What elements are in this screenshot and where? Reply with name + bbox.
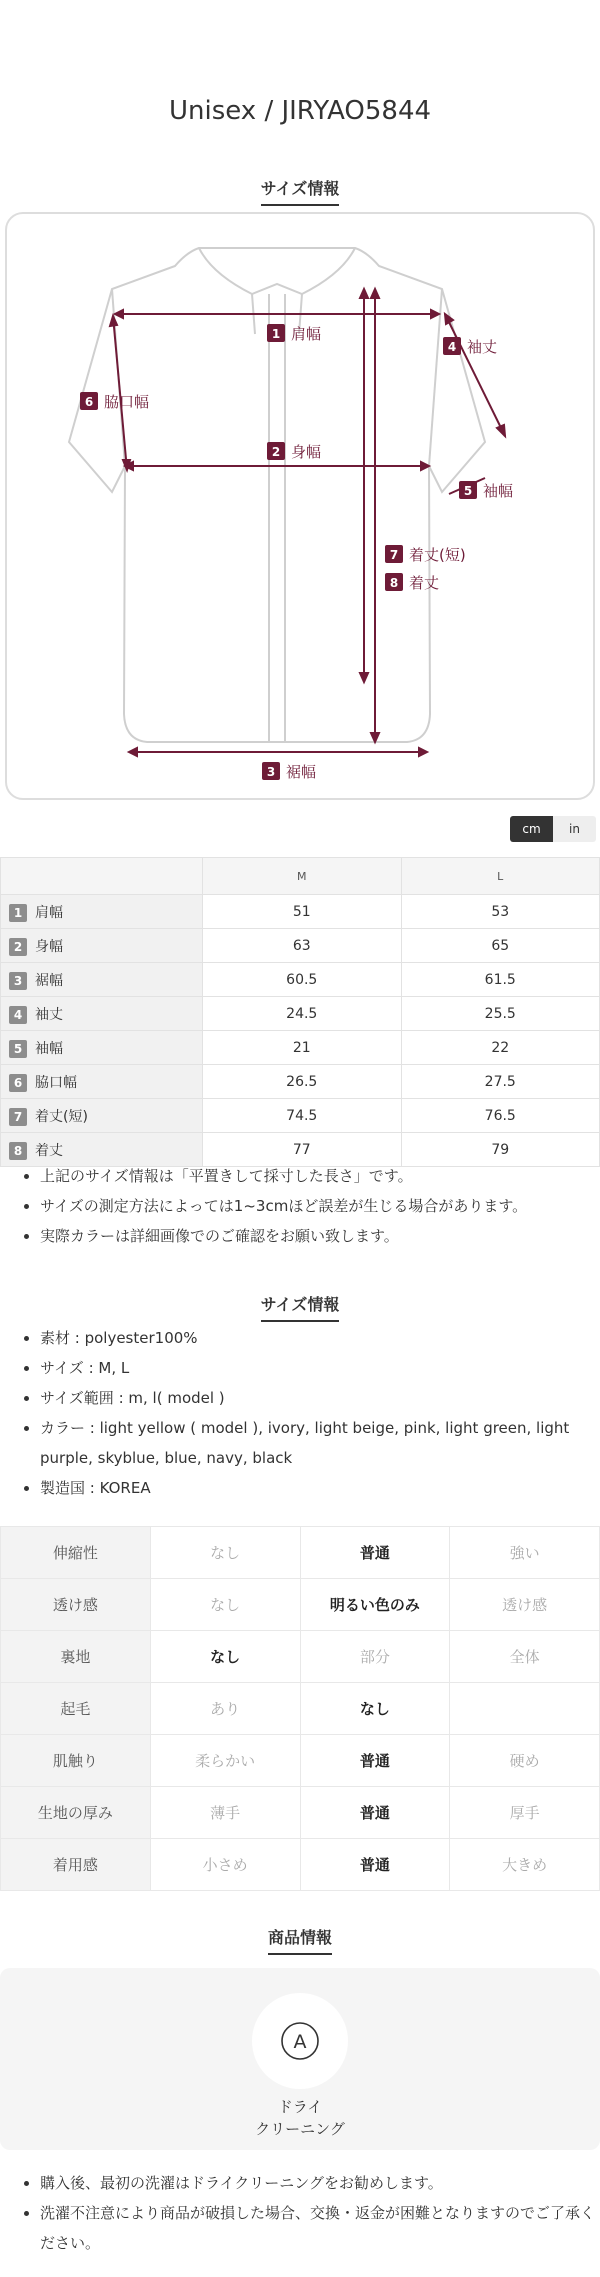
size-value-cell: 51	[203, 895, 402, 929]
size-table-row	[1, 1065, 600, 1099]
svg-text:2: 2	[271, 445, 281, 459]
size-value-cell: 53	[401, 895, 600, 929]
care-icon-circle	[252, 1993, 348, 2089]
row-number-badge: 6	[9, 1074, 27, 1092]
fabric-option: 柔らかい	[150, 1735, 300, 1787]
row-number-badge: 8	[9, 1142, 27, 1160]
spec-item: • 製造国 : KOREA	[40, 1473, 600, 1503]
size-row-label	[1, 997, 203, 1031]
shirt-outline	[69, 248, 485, 742]
size-table-row	[1, 1031, 600, 1065]
label-armhole	[80, 392, 149, 411]
size-value-cell: 74.5	[203, 1099, 402, 1133]
svg-text:脇口幅: 脇口幅	[104, 393, 150, 411]
care-notes	[0, 2168, 600, 2258]
spec-list	[0, 1323, 600, 1503]
fabric-option	[450, 1683, 600, 1735]
size-table-row	[1, 1099, 600, 1133]
spec-item: • カラー : light yellow ( model ), ivory, light beige, pink, light green, light purple, skyblue, blue, navy, black	[40, 1413, 600, 1473]
spec-item: • サイズ : M, L	[40, 1353, 600, 1383]
svg-text:肩幅: 肩幅	[291, 325, 322, 343]
fabric-option-selected: 普通	[300, 1527, 450, 1579]
fabric-option: 硬め	[450, 1735, 600, 1787]
svg-text:8: 8	[389, 576, 399, 590]
size-value-cell: 26.5	[203, 1065, 402, 1099]
size-table-row	[1, 997, 600, 1031]
fabric-row	[1, 1683, 600, 1735]
size-value-cell: 27.5	[401, 1065, 600, 1099]
svg-text:7: 7	[389, 548, 399, 562]
fabric-row	[1, 1839, 600, 1891]
dry-clean-icon	[252, 1993, 348, 2089]
note-item: • 実際カラーは詳細画像でのご確認をお願い致します。	[40, 1221, 600, 1251]
size-value-cell: 60.5	[203, 963, 402, 997]
size-table-row	[1, 895, 600, 929]
fabric-row	[1, 1579, 600, 1631]
size-row-label	[1, 1031, 203, 1065]
svg-text:6: 6	[84, 395, 94, 409]
svg-text:A: A	[293, 2031, 307, 2053]
row-number-badge: 4	[9, 1006, 27, 1024]
fabric-table	[0, 1526, 600, 1891]
svg-text:袖丈: 袖丈	[467, 338, 498, 356]
fabric-option-selected: 普通	[300, 1839, 450, 1891]
size-column-header: L	[401, 858, 600, 895]
care-note-item: • 洗濯不注意により商品が破損した場合、交換・返金が困難となりますのでご了承ください。	[40, 2198, 600, 2258]
fabric-option: 全体	[450, 1631, 600, 1683]
size-row-label	[1, 895, 203, 929]
fabric-option-selected: 明るい色のみ	[300, 1579, 450, 1631]
care-note-item: • 購入後、最初の洗濯はドライクリーニングをお勧めします。	[40, 2168, 600, 2198]
fabric-option: 薄手	[150, 1787, 300, 1839]
label-sleeve-width	[459, 481, 513, 500]
size-table	[0, 857, 600, 1167]
spec-heading: サイズ情報	[0, 1292, 600, 1322]
fabric-option-selected: 普通	[300, 1735, 450, 1787]
svg-text:着丈: 着丈	[409, 574, 440, 592]
size-value-cell: 61.5	[401, 963, 600, 997]
fabric-option-selected: 普通	[300, 1787, 450, 1839]
svg-text:4: 4	[447, 340, 457, 354]
size-row-label	[1, 1065, 203, 1099]
size-column-header: M	[203, 858, 402, 895]
size-table-header	[1, 858, 600, 895]
row-label-text: 裾幅	[35, 972, 63, 989]
product-info-heading: 商品情報	[0, 1925, 600, 1955]
size-value-cell: 21	[203, 1031, 402, 1065]
fabric-attribute-label: 生地の厚み	[1, 1787, 151, 1839]
size-table-row	[1, 963, 600, 997]
label-length-short	[385, 545, 466, 564]
size-value-cell: 63	[203, 929, 402, 963]
fabric-attribute-label: 伸縮性	[1, 1527, 151, 1579]
svg-text:5: 5	[463, 484, 473, 498]
diagram-labels	[80, 324, 513, 781]
svg-text:1: 1	[271, 327, 281, 341]
label-shoulder	[267, 324, 321, 343]
svg-text:裾幅: 裾幅	[286, 763, 317, 781]
size-notes	[0, 1161, 600, 1251]
svg-text:袖幅: 袖幅	[483, 482, 514, 500]
row-number-badge: 1	[9, 904, 27, 922]
size-value-cell: 24.5	[203, 997, 402, 1031]
row-label-text: 袖丈	[35, 1006, 63, 1023]
row-label-text: 脇口幅	[35, 1074, 77, 1091]
size-table-corner	[1, 858, 203, 895]
row-label-text: 袖幅	[35, 1040, 63, 1057]
unit-toggle	[510, 816, 596, 842]
fabric-option: 強い	[450, 1527, 600, 1579]
row-label-text: 着丈	[35, 1142, 63, 1159]
fabric-attribute-label: 裏地	[1, 1631, 151, 1683]
size-value-cell: 65	[401, 929, 600, 963]
note-item: • 上記のサイズ情報は「平置きして採寸した長さ」です。	[40, 1161, 600, 1191]
size-info-heading: サイズ情報	[0, 176, 600, 206]
size-row-label	[1, 929, 203, 963]
row-label-text: 肩幅	[35, 904, 63, 921]
note-item: • サイズの測定方法によっては1~3cmほど誤差が生じる場合があります。	[40, 1191, 600, 1221]
fabric-row	[1, 1631, 600, 1683]
label-length	[385, 573, 439, 592]
fabric-option: 部分	[300, 1631, 450, 1683]
size-value-cell: 22	[401, 1031, 600, 1065]
fabric-attribute-label: 起毛	[1, 1683, 151, 1735]
product-title: Unisex / JIRYAO5844	[168, 96, 432, 126]
fabric-option: 厚手	[450, 1787, 600, 1839]
size-row-label	[1, 963, 203, 997]
size-value-cell: 79	[401, 1133, 600, 1167]
size-value-cell: 25.5	[401, 997, 600, 1031]
fabric-option: 小さめ	[150, 1839, 300, 1891]
svg-text:3: 3	[266, 765, 276, 779]
svg-text:身幅: 身幅	[291, 443, 322, 461]
fabric-attribute-label: 着用感	[1, 1839, 151, 1891]
fabric-option: 大きめ	[450, 1839, 600, 1891]
row-label-text: 着丈(短)	[35, 1108, 88, 1125]
fabric-row	[1, 1787, 600, 1839]
fabric-row	[1, 1527, 600, 1579]
unit-in-button[interactable]: in	[553, 816, 596, 842]
care-label: ドライ クリーニング	[255, 2098, 345, 2138]
label-chest	[267, 442, 321, 461]
fabric-option-selected: なし	[150, 1631, 300, 1683]
fabric-option: あり	[150, 1683, 300, 1735]
measure-lines	[110, 289, 505, 756]
unit-cm-button[interactable]: cm	[510, 816, 553, 842]
spec-item: • 素材 : polyester100%	[40, 1323, 600, 1353]
fabric-attribute-label: 肌触り	[1, 1735, 151, 1787]
fabric-option: 透け感	[450, 1579, 600, 1631]
care-box	[0, 1968, 600, 2150]
fabric-option: なし	[150, 1579, 300, 1631]
size-value-cell: 77	[203, 1133, 402, 1167]
row-label-text: 身幅	[35, 938, 63, 955]
fabric-option: なし	[150, 1527, 300, 1579]
fabric-option-selected: なし	[300, 1683, 450, 1735]
shirt-diagram-svg	[7, 214, 597, 802]
label-hem	[262, 762, 316, 781]
row-number-badge: 3	[9, 972, 27, 990]
size-value-cell: 76.5	[401, 1099, 600, 1133]
size-diagram	[5, 212, 595, 800]
row-number-badge: 5	[9, 1040, 27, 1058]
label-sleeve-length	[443, 337, 497, 356]
fabric-row	[1, 1735, 600, 1787]
size-row-label	[1, 1099, 203, 1133]
row-number-badge: 7	[9, 1108, 27, 1126]
svg-text:着丈(短): 着丈(短)	[409, 546, 466, 564]
spec-item: • サイズ範囲 : m, l( model )	[40, 1383, 600, 1413]
fabric-attribute-label: 透け感	[1, 1579, 151, 1631]
size-table-row	[1, 929, 600, 963]
row-number-badge: 2	[9, 938, 27, 956]
